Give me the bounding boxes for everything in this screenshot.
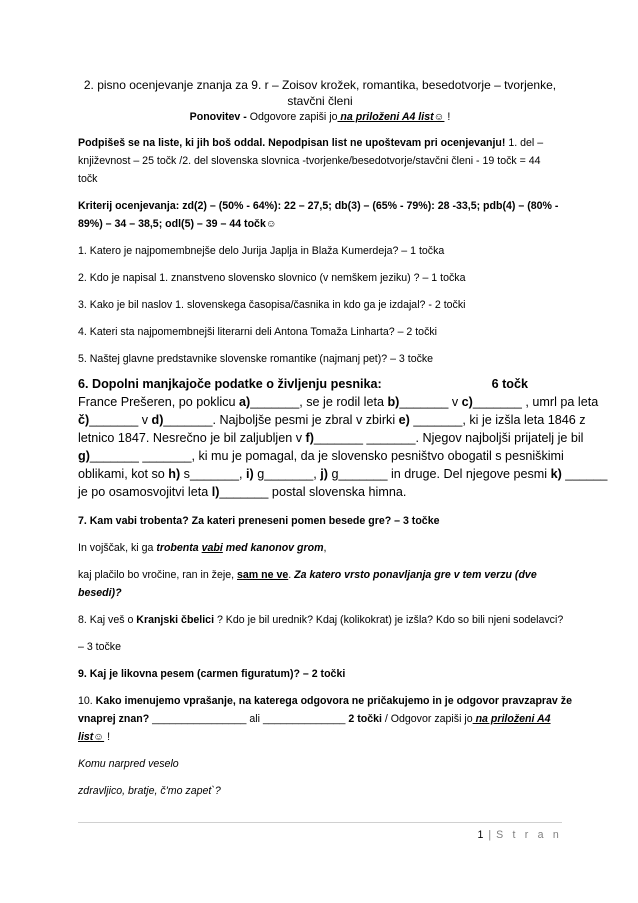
question-4: 4. Kateri sta najpomembnejši literarni deli Antona Tomaža Linharta? – 2 točki	[78, 326, 438, 338]
question-3: 3. Kako je bil naslov 1. slovenskega časopisa/časnika in kdo ga je izdajal? - 2 točki	[78, 299, 466, 311]
q8-bold: Kranjski čbelici	[136, 614, 215, 626]
q8-text: ? Kdo je bil urednik? Kdaj (kolikokrat) je izšla? Kdo so bili njeni sodelavci?	[214, 614, 564, 626]
verse-text: ,	[323, 542, 327, 554]
q10-points: 2 točki	[348, 713, 382, 725]
poem-line-1: Komu narpred veselo	[78, 758, 179, 770]
q6-label-i: i)	[246, 467, 254, 481]
question-7-subquestion: Za katero vrsto ponavljanja gre v tem verzu (dve	[294, 569, 537, 581]
q6-label-h: h)	[168, 467, 181, 481]
q6-label-c: c)	[461, 395, 473, 409]
q6-blank-b: _______ v	[399, 395, 462, 409]
q6-blank-a: _______, se je rodil leta	[250, 395, 388, 409]
q6-blank-c: _______ , umrl pa leta	[472, 395, 599, 409]
q6-blank-c-caron: _______ v	[89, 413, 152, 427]
q6-blank-l: _______ postal slovenska himna.	[219, 485, 407, 499]
q10-link: na priloženi A4	[472, 713, 551, 725]
q6-blank-f: _______ _______. Njegov najboljši prijatelj je bil	[313, 431, 584, 445]
q10-blank-1: ________________	[149, 713, 250, 725]
question-6-line-6	[78, 484, 562, 501]
question-10-line-3	[78, 730, 562, 744]
q6-label-k: k)	[550, 467, 562, 481]
q6-blank-g: _______ _______, ki mu je pomagal, da je slovensko pesništvo obogatil s pesniškimi	[89, 449, 564, 463]
verse-emphasis: med kanonov grom	[222, 542, 324, 554]
q6-blank-h: s_______,	[180, 467, 247, 481]
question-7-verse-2	[78, 568, 562, 582]
subtitle-bold: Ponovitev -	[189, 111, 247, 123]
q6-blank-k: ______	[561, 467, 608, 481]
footer-separator: |	[488, 829, 492, 841]
question-2: 2. Kdo je napisal 1. znanstveno slovensko slovnico (v nemškem jeziku) ? – 1 točka	[78, 272, 466, 284]
q10-end: !	[104, 731, 111, 743]
question-6-text: 6. Dopolni manjkajoče podatke o življenju pesnika:	[78, 377, 382, 391]
verse-text: .	[288, 569, 295, 581]
question-7-heading: 7. Kam vabi trobenta? Za kateri preneseni pomen besede gre? – 3 točke	[78, 515, 440, 527]
question-6-line-5	[78, 466, 608, 483]
question-6-heading	[78, 376, 562, 393]
criteria-line-2: 89%) – 34 – 38,5; odl(5) – 39 – 44 točk☺	[78, 218, 277, 230]
q10-instruction: / Odgovor zapiši jo	[381, 713, 473, 725]
verse-emphasis: trobenta	[156, 542, 202, 554]
intro-line-2: književnost – 25 točk /2. del slovenska slovnica -tvorjenke/besedotvorje/stavčni členi - 19 točk = 44	[78, 155, 541, 167]
intro-line-3: točk	[78, 173, 98, 185]
q6-label-d: d)	[151, 413, 164, 427]
verse-underlined: vabi	[201, 542, 223, 554]
q6-blank-e: _______, ki je izšla leta 1846 z	[409, 413, 586, 427]
question-6-line-1	[78, 394, 599, 411]
q6-label-c-caron: č)	[78, 413, 90, 427]
question-6-line-3	[78, 430, 584, 447]
verse-text: kaj plačilo bo vročine, ran in žeje,	[78, 569, 237, 581]
question-8	[78, 613, 562, 627]
intro-line-1	[78, 136, 562, 150]
q6-label-g: g)	[78, 449, 90, 463]
q10-blank-2: ______________	[260, 713, 349, 725]
question-6-line-2	[78, 412, 586, 429]
criteria-line-1: Kriterij ocenjevanja: zd(2) – (50% - 64%): 22 – 27,5; db(3) – (65% - 79%): 28 -33,5; pdb(4) – (80% -	[78, 200, 559, 212]
subtitle-text: Odgovore zapiši jo	[246, 111, 338, 123]
question-5: 5. Naštej glavne predstavnike slovenske romantike (najmanj pet)? – 3 točke	[78, 353, 434, 365]
verse-text: In vojščak, ki ga	[78, 542, 157, 554]
document-title	[78, 77, 562, 93]
question-7-verse-1	[78, 541, 562, 555]
question-9: 9. Kaj je likovna pesem (carmen figuratum)? – 2 točki	[78, 668, 346, 680]
q6-label-b: b)	[387, 395, 400, 409]
q10-or: ali	[249, 713, 260, 725]
document-title-continued	[78, 93, 562, 109]
page-footer	[478, 829, 562, 841]
q10-number: 10.	[78, 695, 96, 707]
title-line-2: stavčni členi	[287, 94, 353, 108]
q6-text: oblikami, kot so	[78, 467, 169, 481]
verse-underlined: sam ne ve	[237, 569, 289, 581]
poem-line-2: zdravljico, bratje, č'mo zapet`?	[78, 785, 221, 797]
intro-rest: 1. del –	[505, 137, 544, 149]
q6-text: je po osamosvojitvi leta	[78, 485, 212, 499]
question-6-line-4	[78, 448, 562, 465]
q6-text: letnico 1847. Nesrečno je bil zaljubljen v	[78, 431, 306, 445]
title-line-1: 2. pisno ocenjevanje znanja za 9. r – Zoisov krožek, romantika, besedotvorje – tvorjenke,	[83, 78, 557, 92]
q10-link-end: list☺	[78, 731, 105, 743]
q6-label-l: l)	[211, 485, 220, 499]
q6-label-e: e)	[398, 413, 410, 427]
q6-blank-j: g_______ in druge. Del njegove pesmi	[327, 467, 551, 481]
question-10-line-2	[78, 712, 562, 726]
subtitle-link: na priloženi A4 list☺	[337, 111, 445, 123]
q6-label-j: j)	[320, 467, 328, 481]
question-7-subquestion-end: besedi)?	[78, 587, 122, 599]
question-1: 1. Katero je najpomembnejše delo Jurija Japlja in Blaža Kumerdeja? – 1 točka	[78, 245, 445, 257]
question-6-points: 6 točk	[491, 377, 528, 391]
q10-text: vnaprej znan?	[78, 713, 150, 725]
intro-bold: Podpišeš se na liste, ki jih boš oddal. Nepodpisan list ne upoštevam pri ocenjevanju!	[78, 137, 506, 149]
q10-text: Kako imenujemo vprašanje, na katerega odgovora ne pričakujemo in je odgovor pravzaprav že	[95, 695, 572, 707]
subtitle-end: !	[444, 111, 451, 123]
q8-text: 8. Kaj veš o	[78, 614, 137, 626]
q6-label-a: a)	[239, 395, 251, 409]
footer-page-word: S t r a n	[496, 829, 562, 841]
subtitle	[78, 110, 562, 124]
question-8-points: – 3 točke	[78, 641, 121, 653]
q6-blank-i: g_______,	[253, 467, 321, 481]
page-number: 1	[477, 829, 484, 841]
q6-label-f: f)	[305, 431, 314, 445]
question-10-line-1	[78, 694, 572, 708]
q6-blank-d: _______. Najboljše pesmi je zbral v zbirki	[163, 413, 399, 427]
q6-text: France Prešeren, po poklicu	[78, 395, 240, 409]
footer-divider	[78, 822, 562, 823]
